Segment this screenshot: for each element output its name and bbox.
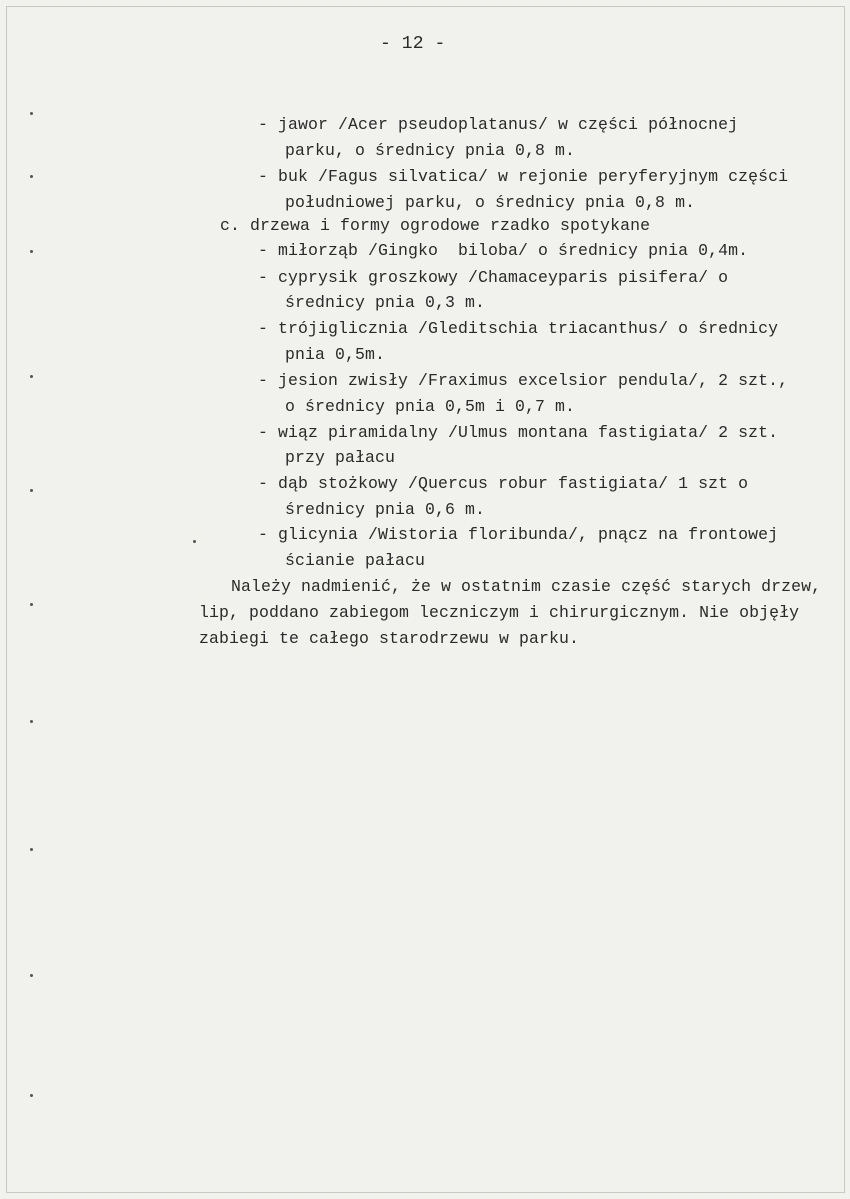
list-item-line: średnicy pnia 0,6 m. [285,500,486,519]
margin-dot [30,112,33,115]
margin-dot [30,175,33,178]
margin-dot [30,489,33,492]
margin-dot [30,848,33,851]
list-item-line: - trójiglicznia /Gleditschia triacanthus/ o średnicy [258,319,779,338]
section-heading: c. drzewa i formy ogrodowe rzadko spotykane [220,216,651,235]
list-item-line: średnicy pnia 0,3 m. [285,293,486,312]
margin-dot [193,540,196,543]
list-item-line: pnia 0,5m. [285,345,386,364]
list-item-line: - cyprysik groszkowy /Chamaceyparis pisifera/ o [258,268,729,287]
paragraph-line: zabiegi te całego starodrzewu w parku. [199,629,580,648]
list-item-line: ścianie pałacu [285,551,426,570]
margin-dot [30,1094,33,1097]
list-item-line: - jawor /Acer pseudoplatanus/ w części północnej [258,115,739,134]
list-item-line: - wiąz piramidalny /Ulmus montana fastigiata/ 2 szt. [258,423,779,442]
list-item-line: o średnicy pnia 0,5m i 0,7 m. [285,397,576,416]
margin-dot [30,375,33,378]
list-item-line: - miłorząb /Gingko biloba/ o średnicy pnia 0,4m. [258,241,749,260]
paragraph-line: lip, poddano zabiegom leczniczym i chirurgicznym. Nie objęły [199,603,800,622]
margin-dot [30,720,33,723]
margin-dot [30,974,33,977]
list-item-line: - jesion zwisły /Fraximus excelsior pendula/, 2 szt., [258,371,789,390]
list-item-line: - dąb stożkowy /Quercus robur fastigiata/ 1 szt o [258,474,749,493]
list-item-line: południowej parku, o średnicy pnia 0,8 m. [285,193,696,212]
list-item-line: - buk /Fagus silvatica/ w rejonie peryferyjnym części [258,167,789,186]
list-item-line: - glicynia /Wistoria floribunda/, pnącz na frontowej [258,525,779,544]
paragraph-line: Należy nadmienić, że w ostatnim czasie część starych drzew, [231,577,822,596]
margin-dot [30,603,33,606]
margin-dot [30,250,33,253]
page-number: - 12 - [380,34,446,54]
list-item-line: parku, o średnicy pnia 0,8 m. [285,141,576,160]
list-item-line: przy pałacu [285,448,396,467]
